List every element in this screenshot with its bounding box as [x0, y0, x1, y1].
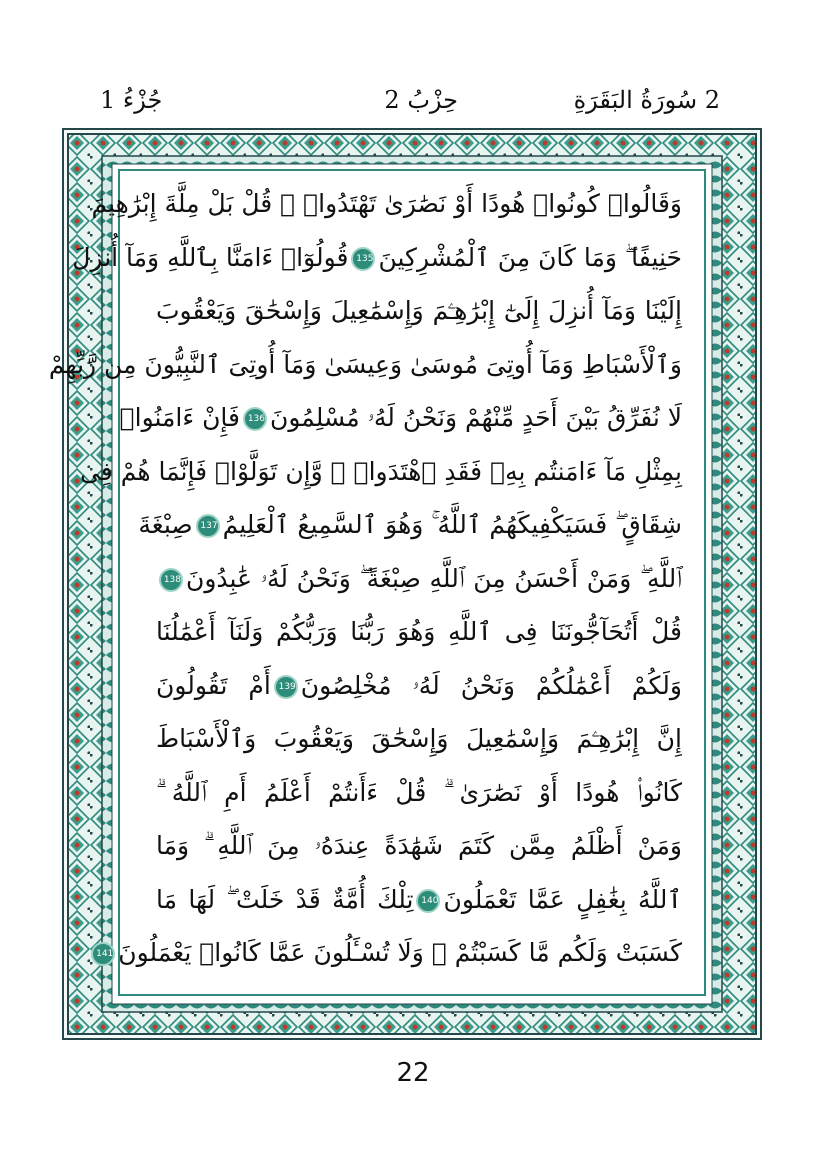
line-text: بِمِثْلِ مَآ ءَامَنتُم بِهِۦ فَقَدِ ٱهْتَدَوا۟ ۖ وَّإِن تَوَلَّوْا۟ فَإِنَّمَا هُمْ فِى: [79, 456, 682, 486]
text-line: [119, 393, 682, 443]
line-text: وَلَكُمْ أَعْمَٰلُكُمْ وَنَحْنُ لَهُۥ مُخْلِصُونَ: [300, 670, 682, 700]
text-line: [48, 340, 682, 390]
text-line: [156, 661, 682, 711]
text-line: [156, 768, 682, 818]
line-text-after: تِلْكَ أُمَّةٌ قَدْ خَلَتْ ۖ لَهَا مَا: [156, 884, 414, 914]
line-text: إِنَّ إِبْرَٰهِـۧمَ وَإِسْمَٰعِيلَ وَإِسْحَٰقَ وَيَعْقُوبَ وَٱلْأَسْبَاطَ: [156, 724, 682, 753]
text-line: [79, 447, 682, 497]
ayah-number-marker: 135: [351, 247, 375, 271]
line-text: إِلَيْنَا وَمَآ أُنزِلَ إِلَىٰٓ إِبْرَٰهِـۧمَ وَإِسْمَٰعِيلَ وَإِسْحَٰقَ وَيَعْقُوبَ: [156, 296, 682, 325]
text-line: [156, 714, 682, 764]
ayah-number-marker: 138: [159, 568, 183, 592]
line-text: وَمَنْ أَظْلَمُ مِمَّن كَتَمَ شَهَٰدَةً عِندَهُۥ مِنَ ٱللَّهِ ۗ وَمَا: [156, 831, 682, 860]
text-line: [156, 821, 682, 871]
text-line: [72, 233, 682, 283]
line-text: قُلْ أَتُحَآجُّونَنَا فِى ٱللَّهِ وَهُوَ رَبُّنَا وَرَبُّكُمْ وَلَنَآ أَعْمَٰلُنَا: [156, 617, 682, 646]
text-line: [91, 179, 682, 229]
line-text-after: فَإِنْ ءَامَنُوا۟: [119, 403, 240, 432]
line-text-after: قُولُوٓا۟ ءَامَنَّا بِٱللَّهِ وَمَآ أُنزِلَ: [72, 242, 349, 272]
line-text: ٱللَّهُ بِغَٰفِلٍ عَمَّا تَعْمَلُونَ: [443, 884, 682, 914]
line-text: لَا نُفَرِّقُ بَيْنَ أَحَدٍ مِّنْهُمْ وَنَحْنُ لَهُۥ مُسْلِمُونَ: [270, 403, 682, 432]
hizb-label: حِزْبُ 2: [384, 86, 458, 114]
line-text: وَٱلْأَسْبَاطِ وَمَآ أُوتِىَ مُوسَىٰ وَعِيسَىٰ وَمَآ أُوتِىَ ٱلنَّبِيُّونَ مِن رَّبِّهِمْ: [48, 349, 682, 379]
ayah-number-marker: 137: [196, 514, 220, 538]
line-text-after: أَمْ تَقُولُونَ: [156, 670, 271, 700]
line-text-after: صِبْغَةَ: [138, 510, 193, 539]
page-number: 22: [396, 1058, 430, 1088]
juz-label: جُزْءُ 1: [100, 86, 163, 114]
text-line: [156, 875, 682, 925]
text-line: [156, 286, 682, 336]
quran-text: [48, 167, 704, 994]
text-line: [156, 554, 682, 604]
ayah-number-marker: 136: [243, 407, 267, 431]
text-line: [156, 607, 682, 657]
line-text: وَقَالُوا۟ كُونُوا۟ هُودًا أَوْ نَصَٰرَىٰ تَهْتَدُوا۟ ۗ قُلْ بَلْ مِلَّةَ إِبْرَٰهِيمَ: [91, 189, 682, 218]
surah-name: 2 سُورَةُ البَقَرَةِ: [573, 86, 720, 114]
page-header: [100, 80, 720, 120]
line-text: كَانُوا۟ هُودًا أَوْ نَصَٰرَىٰ ۗ قُلْ ءَأَنتُمْ أَعْلَمُ أَمِ ٱللَّهُ ۗ: [156, 777, 682, 807]
ayah-number-marker: 139: [274, 675, 298, 699]
line-text: حَنِيفًا ۖ وَمَا كَانَ مِنَ ٱلْمُشْرِكِينَ: [378, 242, 682, 272]
line-text: كَسَبَتْ وَلَكُم مَّا كَسَبْتُمْ ۖ وَلَا تُسْـَٔلُونَ عَمَّا كَانُوا۟ يَعْمَلُونَ: [118, 938, 682, 967]
text-line: [96, 928, 682, 978]
ayah-number-marker: 140: [416, 889, 440, 913]
line-text: ٱللَّهِ ۖ وَمَنْ أَحْسَنُ مِنَ ٱللَّهِ صِبْغَةً ۖ وَنَحْنُ لَهُۥ عَٰبِدُونَ: [186, 563, 682, 593]
line-text: شِقَاقٍ ۖ فَسَيَكْفِيكَهُمُ ٱللَّهُ ۚ وَهُوَ ٱلسَّمِيعُ ٱلْعَلِيمُ: [222, 510, 682, 539]
ayah-number-marker: 141: [91, 942, 115, 966]
text-line: [138, 500, 682, 550]
